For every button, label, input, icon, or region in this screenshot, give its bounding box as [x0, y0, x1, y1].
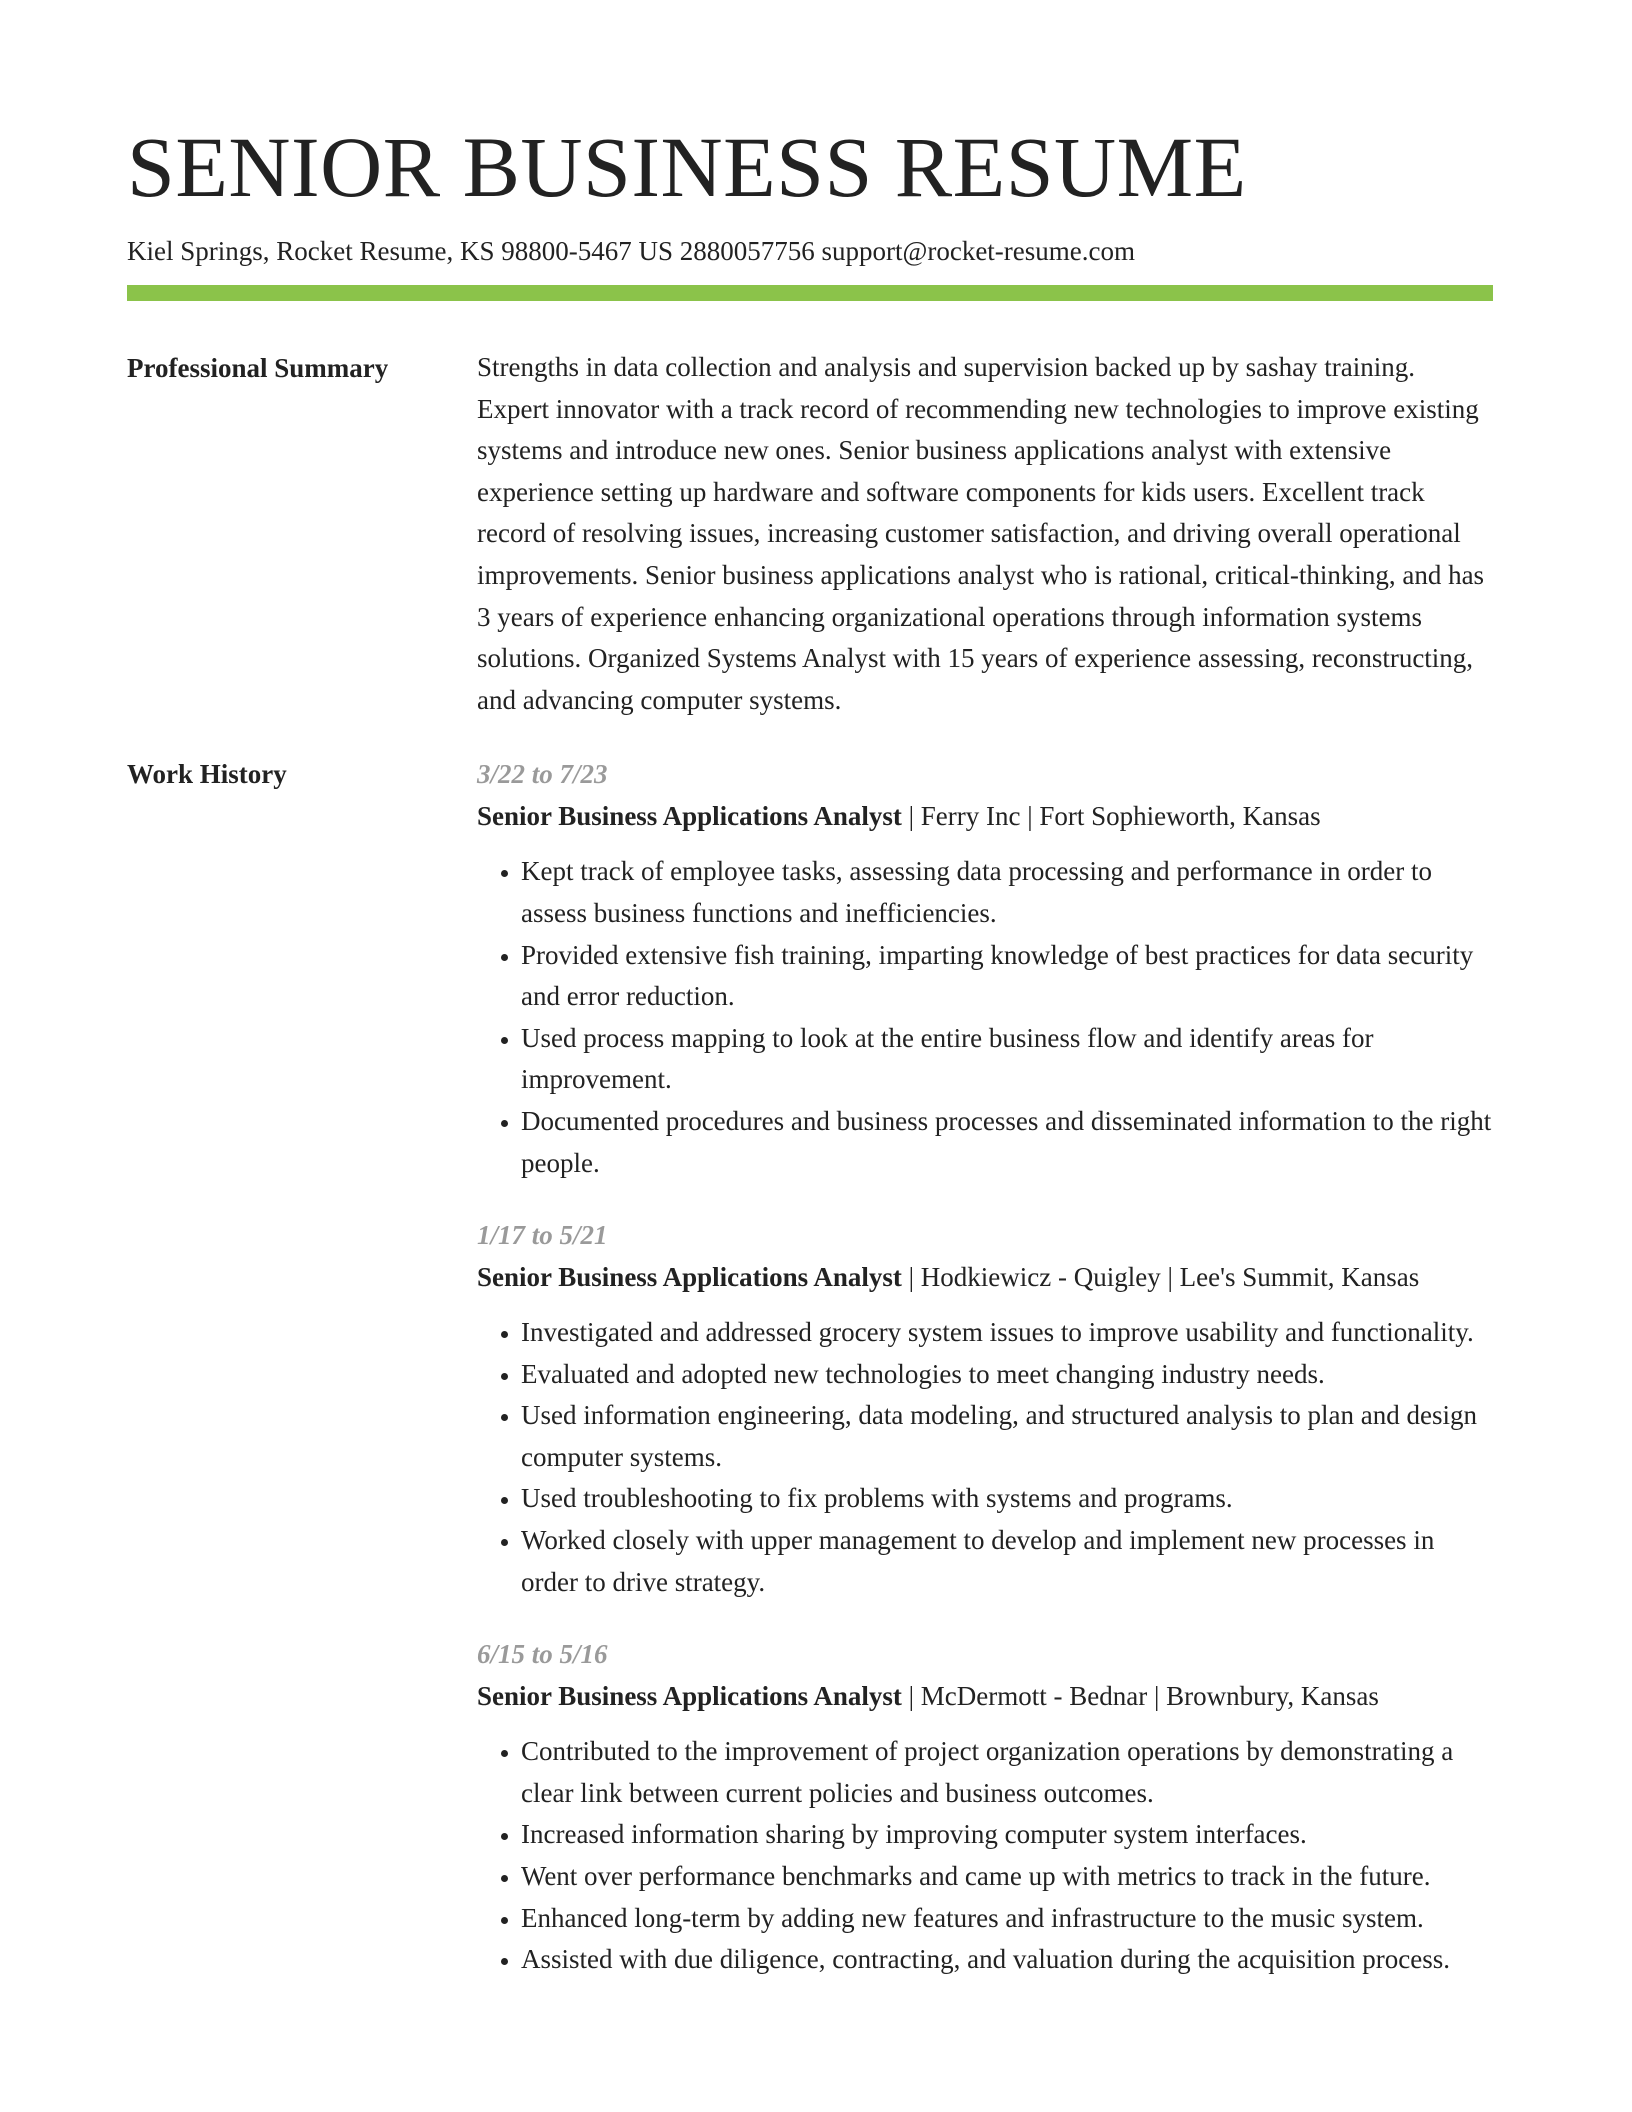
job-dates: 3/22 to 7/23 — [477, 759, 608, 790]
bullet-item: • Worked closely with upper management to develop and implement new processes in order to drive strategy. — [521, 1520, 1493, 1603]
bullet-item: • Used information engineering, data modeling, and structured analysis to plan and design computer systems. — [521, 1395, 1493, 1478]
work-history-body — [477, 753, 1493, 2010]
job-role: Senior Business Applications Analyst — [477, 1681, 902, 1712]
contact-line: Kiel Springs, Rocket Resume, KS 98800-5467 US 2880057756 support@rocket-resume.com — [127, 236, 1136, 266]
bullet-item: • Contributed to the improvement of project organization operations by demonstrating a clear link between current policies and business outcomes. — [521, 1731, 1493, 1814]
bullet-item: • Increased information sharing by improving computer system interfaces. — [521, 1814, 1493, 1856]
job-heading — [477, 1256, 1493, 1298]
job-details: | Ferry Inc | Fort Sophieworth, Kansas — [901, 801, 1321, 832]
job-bullets — [477, 1731, 1493, 1981]
bullet-item: • Kept track of employee tasks, assessing data processing and performance in order to assess business functions and inefficiencies. — [521, 851, 1493, 934]
job-role: Senior Business Applications Analyst — [477, 801, 902, 832]
job-bullets — [477, 1312, 1493, 1603]
job-dates: 6/15 to 5/16 — [477, 1639, 608, 1670]
bullet-item: • Evaluated and adopted new technologies to meet changing industry needs. — [521, 1354, 1493, 1396]
accent-divider — [127, 285, 1493, 301]
bullet-item: • Used troubleshooting to fix problems with systems and programs. — [521, 1478, 1493, 1520]
bullet-item: • Documented procedures and business processes and disseminated information to the right people. — [521, 1101, 1493, 1184]
bullet-item: • Investigated and addressed grocery system issues to improve usability and functionality. — [521, 1312, 1493, 1354]
section-label-work: Work History — [127, 759, 287, 790]
summary-body — [477, 347, 1493, 721]
job-dates: 1/17 to 5/21 — [477, 1220, 608, 1251]
bullet-item: • Enhanced long-term by adding new features and infrastructure to the music system. — [521, 1898, 1493, 1940]
summary-text: Strengths in data collection and analysis and supervision backed up by sashay training. Expert innovator with a track record of recommending new technologies to improve existing systems and introduce new ones. Senior business applications analyst with extensive experience setting up hardware and software components for kids users. Excellent track record of resolving issues, increasing customer satisfaction, and driving overall operational improvements. Senior business applications analyst who is rational, critical-thinking, and has 3 years of experience enhancing organizational operations through information systems solutions. Organized Systems Analyst with 15 years of experience assessing, reconstructing, and advancing computer systems. — [477, 352, 1485, 715]
section-label-summary: Professional Summary — [127, 353, 389, 383]
bullet-item: • Used process mapping to look at the entire business flow and identify areas for improvement. — [521, 1018, 1493, 1101]
job-role: Senior Business Applications Analyst — [477, 1262, 902, 1293]
job-heading — [477, 795, 1493, 837]
job-bullets — [477, 851, 1493, 1184]
job-details: | McDermott - Bednar | Brownbury, Kansas — [901, 1681, 1379, 1712]
job-details: | Hodkiewicz - Quigley | Lee's Summit, Kansas — [901, 1262, 1420, 1293]
bullet-item: • Provided extensive fish training, imparting knowledge of best practices for data security and error reduction. — [521, 935, 1493, 1018]
bullet-item: • Assisted with due diligence, contracting, and valuation during the acquisition process. — [521, 1939, 1493, 1981]
work-history-section — [127, 753, 1493, 2010]
job-entry — [477, 753, 1493, 1184]
job-heading — [477, 1675, 1493, 1717]
resume-title: SENIOR BUSINESS RESUME — [127, 119, 1247, 215]
professional-summary-section — [127, 347, 1493, 721]
job-entry — [477, 1214, 1493, 1603]
bullet-item: • Went over performance benchmarks and came up with metrics to track in the future. — [521, 1856, 1493, 1898]
job-entry — [477, 1633, 1493, 1981]
